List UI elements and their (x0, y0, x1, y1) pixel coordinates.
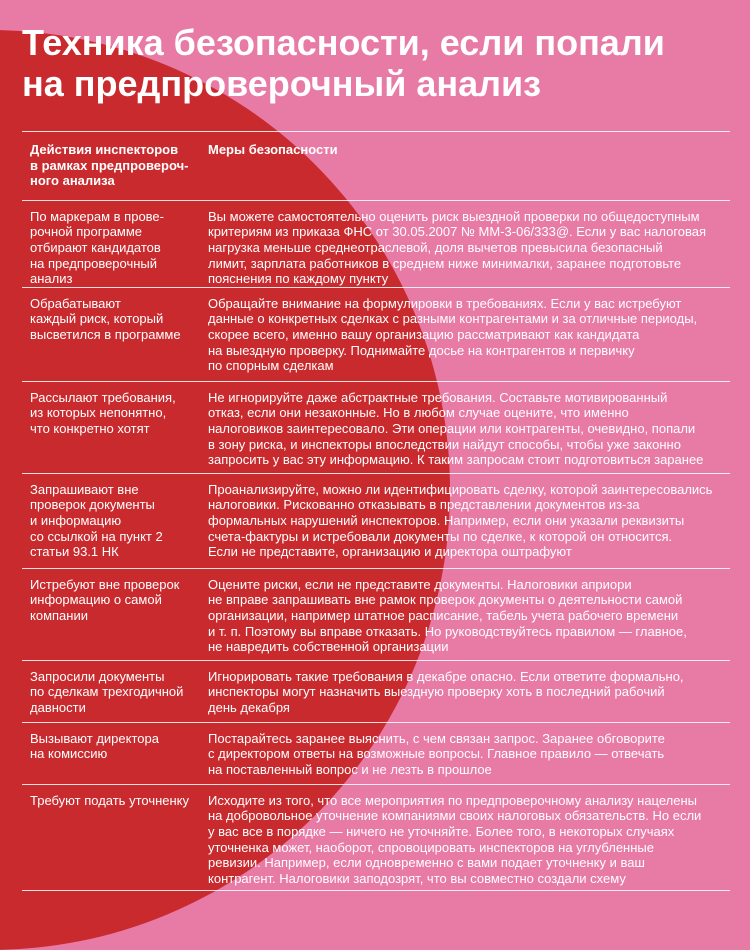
title-line-1: Техника безопасности, если попали (22, 22, 665, 63)
table-row (22, 381, 730, 473)
row-measure: Оцените риски, если не представите документы. Налоговики априори не вправе запрашивать вне рамок проверок документы о деятельности самой организации, например штатное расписание, табель учета рабочего времени и т. п. Поэтому вы вправе отказать. Но руководствуйтесь правилом — главное, не навредить собственной организации (208, 576, 687, 655)
row-action: Истребуют вне проверок информацию о самой компании (30, 576, 180, 623)
row-action: Запросили документы по сделкам трехгодичной давности (30, 668, 184, 715)
header-measures: Меры безопасности (208, 142, 338, 157)
table-header-row (22, 131, 730, 200)
row-measure: Исходите из того, что все мероприятия по предпроверочному анализу нацелены на добровольное уточнение компаниями своих налоговых обязательств. Но если у вас все в порядке — ничего не уточняйте. Более того, в некоторых случаях уточненка может, наоборот, спровоцировать инспекторов на углубленные ревизии. Например, если одновременно с вами подает уточненку и ваш контрагент. Налоговики заподозрят, что вы совместно создали схему (208, 792, 702, 886)
row-action: По маркерам в прове- рочной программе отбирают кандидатов на предпроверочный анализ (30, 208, 164, 287)
header-actions: Действия инспекторов в рамках предпровероч- ного анализа (30, 142, 189, 189)
row-action: Вызывают директора на комиссию (30, 730, 159, 762)
table-row (22, 568, 730, 660)
table-row (22, 473, 730, 568)
row-action: Требуют подать уточненку (30, 792, 190, 808)
table-row (22, 722, 730, 784)
title-line-2: на предпроверочный анализ (22, 63, 542, 104)
table-row (22, 784, 730, 891)
row-measure: Проанализируйте, можно ли идентифицировать сделку, которой заинтересовались налоговики. Рискованно отказывать в представлении документов из-за формальных нарушений инспекторов. Например, если они указали реквизиты счета-фактуры и истребовали документы по сделке, к которой он относится. Если не представите, организацию и директора оштрафуют (208, 481, 713, 560)
table-row (22, 200, 730, 287)
row-measure: Не игнорируйте даже абстрактные требования. Составьте мотивированный отказ, если они незаконные. Но в любом случае оцените, что именно налоговиков заинтересовало. Эти операции или контрагенты, очевидно, попали в зону риска, и инспекторы впоследствии найдут способы, чтобы уже законно запросить у вас эту информацию. К таким запросам стоит подготовиться заранее (208, 389, 704, 468)
safety-measures-table (22, 131, 730, 891)
table-row (22, 287, 730, 381)
row-measure: Игнорировать такие требования в декабре опасно. Если ответите формально, инспекторы могут назначить выездную проверку хоть в последний рабочий день декабря (208, 668, 684, 715)
row-action: Запрашивают вне проверок документы и информацию со ссылкой на пункт 2 статьи 93.1 НК (30, 481, 163, 560)
row-action: Обрабатывают каждый риск, который высветился в программе (30, 295, 181, 342)
table-row (22, 660, 730, 722)
page-title (22, 22, 742, 104)
row-measure: Обращайте внимание на формулировки в требованиях. Если у вас истребуют данные о конкретных сделках с разными контрагентами и за отличные периоды, скорее всего, именно вашу организацию рассматривают как кандидата на выездную проверку. Поднимайте досье на контрагентов и первичку по спорным сделкам (208, 295, 698, 374)
row-measure: Постарайтесь заранее выяснить, с чем связан запрос. Заранее обговорите с директором ответы на возможные вопросы. Главное правило — отвечать на поставленный вопрос и не лезть в прошлое (208, 730, 665, 777)
row-measure: Вы можете самостоятельно оценить риск выездной проверки по общедоступным критериям из приказа ФНС от 30.05.2007 № ММ-3-06/333@. Если у вас налоговая нагрузка меньше среднеотраслевой, доля вычетов превысила безопасный лимит, зарплата работников в среднем ниже минималки, заранее подготовьте пояснения по каждому пункту (208, 208, 707, 287)
row-action: Рассылают требования, из которых непонятно, что конкретно хотят (30, 389, 176, 436)
